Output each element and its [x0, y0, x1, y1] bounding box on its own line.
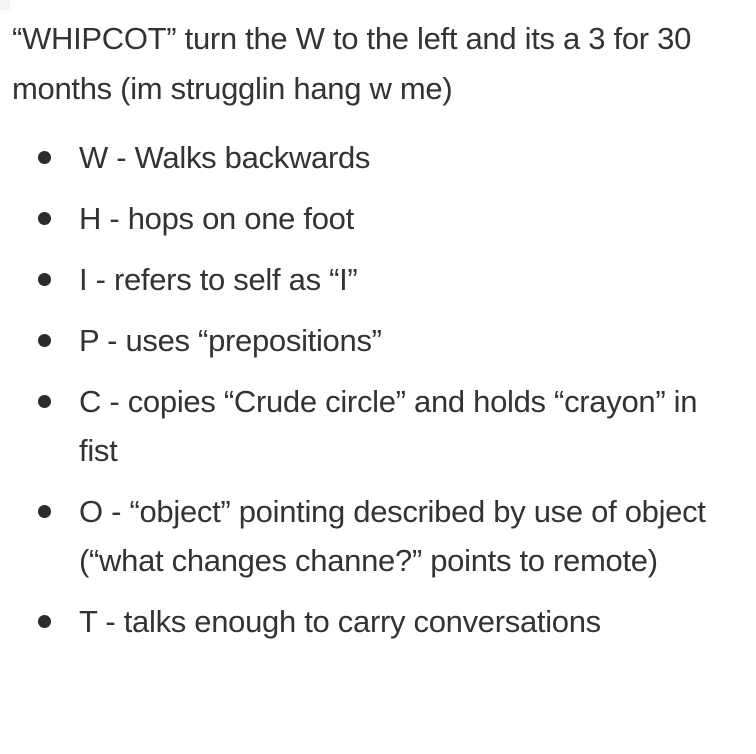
corner-artifact	[0, 0, 10, 10]
list-item-text: W - Walks backwards	[79, 140, 371, 175]
list-item-text: T - talks enough to carry conversations	[79, 604, 601, 639]
list-item	[12, 377, 732, 475]
list-item	[12, 487, 732, 585]
bullet-icon	[38, 212, 51, 225]
list-item	[12, 255, 732, 304]
list-item	[12, 316, 732, 365]
intro-text: “WHIPCOT” turn the W to the left and its a 3 for 30 months (im strugglin hang w me)	[12, 21, 692, 106]
list-item	[12, 194, 732, 243]
bullet-icon	[38, 151, 51, 164]
mnemonic-note	[12, 14, 732, 658]
list-item	[12, 133, 732, 182]
list-item-text: H - hops on one foot	[79, 201, 354, 236]
bullet-icon	[38, 334, 51, 347]
bullet-icon	[38, 505, 51, 518]
list-item-text: C - copies “Crude circle” and holds “crayon” in fist	[79, 384, 698, 468]
mnemonic-list	[12, 133, 732, 646]
list-item	[12, 597, 732, 646]
bullet-icon	[38, 615, 51, 628]
list-item-text: P - uses “prepositions”	[79, 323, 382, 358]
bullet-icon	[38, 273, 51, 286]
list-item-text: O - “object” pointing described by use of object (“what changes channe?” points to remote)	[79, 494, 706, 578]
list-item-text: I - refers to self as “I”	[79, 262, 358, 297]
bullet-icon	[38, 395, 51, 408]
